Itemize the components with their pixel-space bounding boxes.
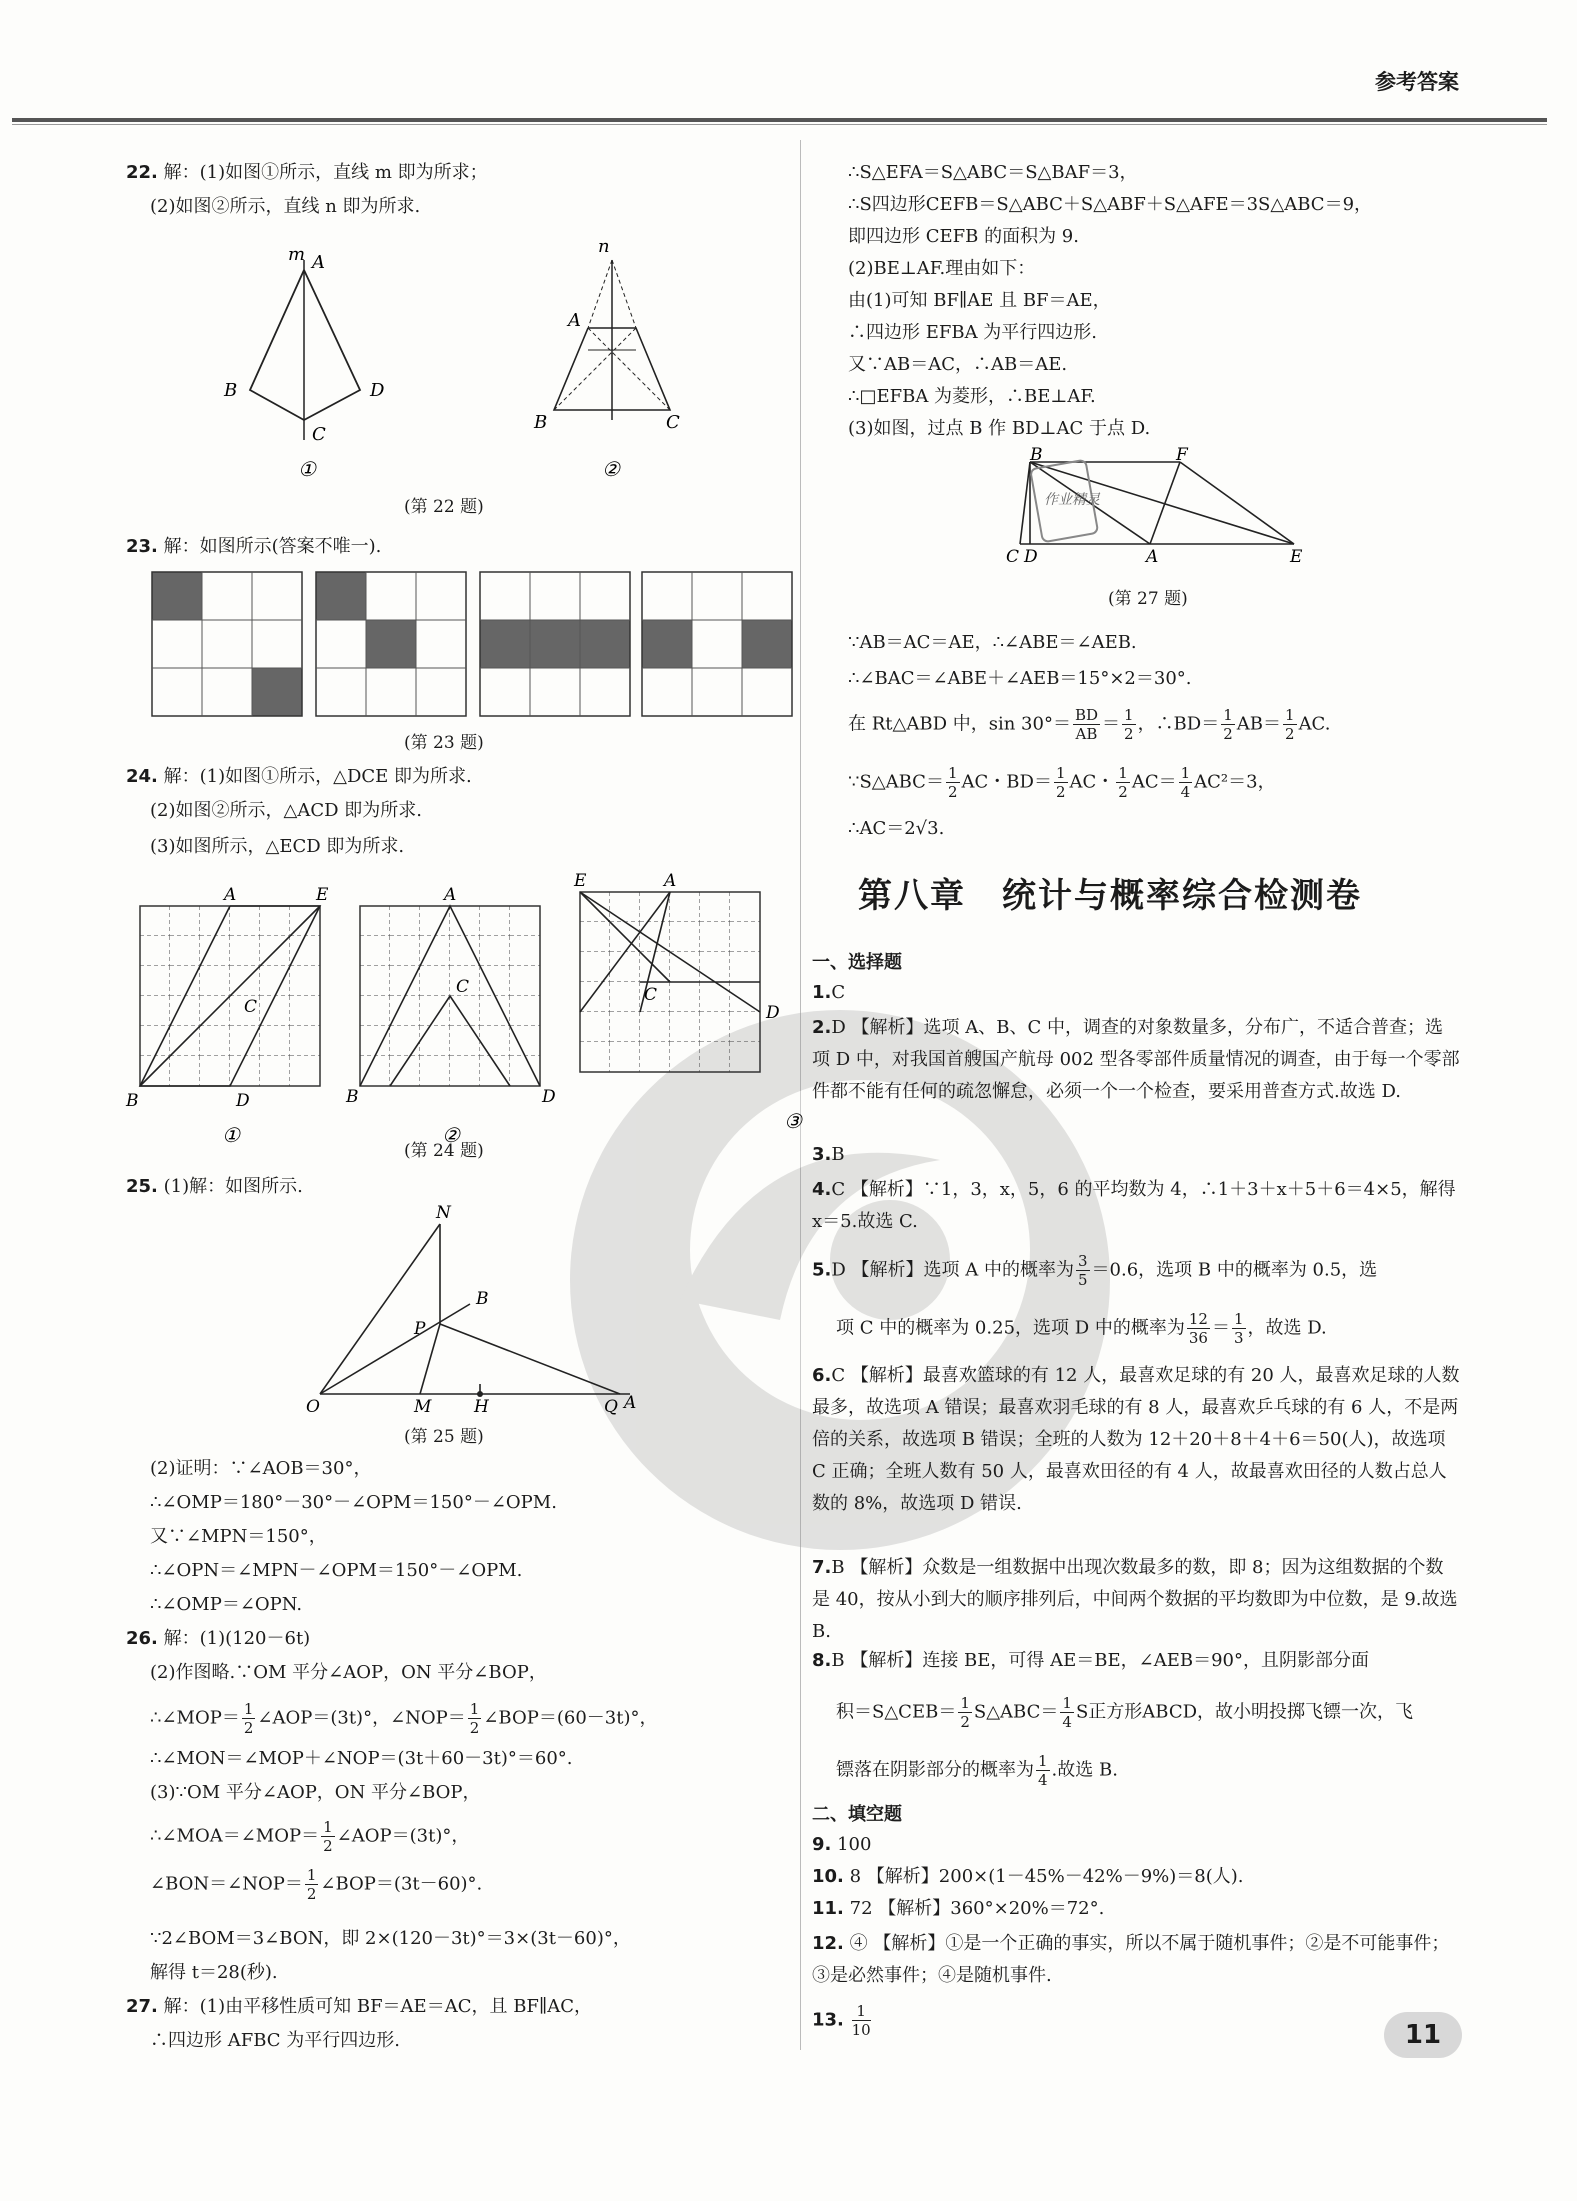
- q22-fig2-label-C: C: [666, 412, 680, 433]
- q25-proof-2: ∴∠OMP＝180°－30°－∠OPM＝150°－∠OPM.: [150, 1492, 557, 1513]
- q27-figure: [980, 445, 1320, 568]
- q22-figure: [200, 236, 740, 490]
- q24-caption: (第 24 题): [404, 1141, 484, 1161]
- q23-grids: [150, 570, 784, 720]
- q25-label-H: H: [474, 1397, 489, 1417]
- mc-2: 2.D 【解析】选项 A、B、C 中，调查的对象数量多，分布广，不适合普查；选项 D 中，对我国首艘国产航母 002 型各零部件质量情况的调查，由于每一个零部件都不能有任何的疏忽懈怠，必须一个一个检查，要采用普查方式.故选 D.: [812, 1017, 1460, 1102]
- q27-label-C: C: [1006, 547, 1020, 567]
- q27-cont-5: 由(1)可知 BF∥AE 且 BF＝AE，: [848, 290, 1111, 311]
- q27-line2: ∴四边形 AFBC 为平行四边形.: [150, 2030, 400, 2051]
- q25-label-P: P: [414, 1319, 426, 1339]
- q24-f3-D: D: [766, 1003, 780, 1023]
- q25-label-M: M: [414, 1397, 432, 1417]
- fill-11: 11. 72 【解析】360°×20%＝72°.: [812, 1898, 1105, 1919]
- chapter-title: 第八章 统计与概率综合检测卷: [858, 876, 1362, 916]
- q24-f2-C: C: [456, 977, 470, 997]
- mc-5-line2: 项 C 中的概率为 0.25，选项 D 中的概率为 $\frac{12}{36}$ ＝ $\frac{1}{3}$ ，故选 D.: [836, 1310, 1327, 1347]
- q24-f2-A: A: [444, 885, 457, 905]
- q26-line3: ∴∠MOP＝ $\frac{1}{2}$ ∠AOP＝(3t)°，∠NOP＝ $\frac{1}{2}$ ∠BOP＝(60－3t)°，: [150, 1700, 658, 1737]
- q24-fig1: ①: [222, 1123, 240, 1147]
- q22-fig1: ①: [298, 457, 316, 481]
- q23-line1: 23. 解：如图所示(答案不唯一).: [126, 536, 382, 557]
- page-number: 11: [1384, 2012, 1462, 2058]
- q25-proof-3: 又∵∠MPN＝150°，: [150, 1526, 327, 1547]
- q27-cont-8: ∴□EFBA 为菱形，∴BE⊥AF.: [848, 386, 1096, 407]
- q24-figures: [126, 871, 802, 1147]
- q25-proof-1: (2)证明：∵∠AOB＝30°，: [150, 1458, 372, 1479]
- q24-line3: (3)如图所示，△ECD 即为所求.: [150, 836, 405, 857]
- mc-8-line1: 8.B 【解析】连接 BE，可得 AE＝BE，∠AEB＝90°，且阴影部分面: [812, 1650, 1369, 1671]
- q26-line2: (2)作图略.∵OM 平分∠AOP，ON 平分∠BOP，: [150, 1662, 547, 1683]
- q23-caption: (第 23 题): [404, 733, 484, 753]
- q25-label-B: B: [476, 1289, 489, 1309]
- q22-label-D: D: [370, 380, 385, 401]
- q22-caption: (第 22 题): [404, 497, 484, 517]
- q23-grid-3: [480, 572, 630, 716]
- fill-12: 12. ④ 【解析】①是一个正确的事实，所以不属于随机事件；②是不可能事件；③是必然事件；④是随机事件.: [812, 1933, 1450, 1986]
- q27-label-F: F: [1176, 445, 1188, 465]
- q23-grid-2: [316, 572, 466, 716]
- mc-7: 7.B 【解析】众数是一组数据中出现次数最多的数，即 8；因为这组数据的个数是 40，按从小到大的顺序排列后，中间两个数据的平均数即为中位数，是 9.故选 B.: [812, 1557, 1458, 1642]
- section-fill: 二、填空题: [812, 1804, 902, 1825]
- q24-fig2: ②: [442, 1123, 460, 1147]
- q22-label-C: C: [312, 424, 326, 445]
- q22-label-B: B: [224, 380, 238, 401]
- header-rule-thin: [12, 124, 1547, 125]
- q24-f3-A: A: [664, 871, 677, 891]
- fill-13: 13. $\frac{1}{10}$: [812, 2002, 871, 2039]
- q27-stamp: 作业精灵: [1044, 492, 1100, 508]
- q22-fig2-label-A: A: [568, 310, 581, 331]
- q27-cont-1: ∴S△EFA＝S△ABC＝S△BAF＝3，: [848, 162, 1138, 183]
- q26-line8: ∵2∠BOM＝3∠BON，即 2×(120－3t)°＝3×(3t－60)°，: [150, 1928, 631, 1949]
- header-rule: [12, 118, 1547, 122]
- q27-label-D: D: [1024, 547, 1038, 567]
- q27-after-5: ∴AC＝2√3.: [848, 818, 945, 839]
- mc-5-line1: 5.D 【解析】选项 A 中的概率为 $\frac{3}{5}$ ＝0.6，选项 B 中的概率为 0.5，选: [812, 1252, 1378, 1289]
- q26-line9: 解得 t＝28(秒).: [150, 1962, 278, 1983]
- q24-f3-E: E: [574, 871, 587, 891]
- q25-caption: (第 25 题): [404, 1427, 484, 1447]
- q24-fig3: ③: [784, 1109, 802, 1133]
- q26-line5: (3)∵OM 平分∠AOP，ON 平分∠BOP，: [150, 1782, 481, 1803]
- q27-after-3: 在 Rt△ABD 中，sin 30°＝ $\frac{BD}{AB}$ ＝ $\frac{1}{2}$ ，∴BD＝ $\frac{1}{2}$ AB＝ $\frac{1}{2}$ AC.: [848, 706, 1331, 743]
- q23-grid-4: [642, 572, 792, 716]
- q25-label-N: N: [436, 1203, 451, 1223]
- q27-line1: 27. 解：(1)由平移性质可知 BF＝AE＝AC，且 BF∥AC，: [126, 1996, 592, 2017]
- q26-line7: ∠BON＝∠NOP＝ $\frac{1}{2}$ ∠BOP＝(3t－60)°.: [150, 1866, 483, 1903]
- q26-line6: ∴∠MOA＝∠MOP＝ $\frac{1}{2}$ ∠AOP＝(3t)°，: [150, 1818, 470, 1855]
- mc-3: 3.B: [812, 1144, 845, 1165]
- q24-line2: (2)如图②所示，△ACD 即为所求.: [150, 800, 422, 821]
- q27-label-E: E: [1290, 547, 1303, 567]
- mc-6: 6.C 【解析】最喜欢篮球的有 12 人，最喜欢足球的有 20 人，最喜欢足球的人数最多，故选项 A 错误；最喜欢羽毛球的有 8 人，最喜欢乒乓球的有 6 人，不是两倍的关系，故选项 B 错误；全班的人数为 12＋20＋8＋4＋6＝50(人)，故选项 C 正确；全班人数有 50 人，最喜欢田径的有 4 人，故最喜欢田径的人数占总人数的 8%，故选项 D 错误.: [812, 1365, 1460, 1514]
- q27-after-2: ∴∠BAC＝∠ABE＋∠AEB＝15°×2＝30°.: [848, 668, 1192, 689]
- q27-cont-9: (3)如图，过点 B 作 BD⊥AC 于点 D.: [848, 418, 1151, 439]
- q25-label-A: A: [624, 1393, 637, 1413]
- section-choice: 一、选择题: [812, 952, 902, 973]
- q26-line4: ∴∠MON＝∠MOP＋∠NOP＝(3t＋60－3t)°＝60°.: [150, 1748, 573, 1769]
- q23-grid-1: [152, 572, 302, 716]
- mc-8-line3: 镖落在阴影部分的概率为 $\frac{1}{4}$ .故选 B.: [836, 1752, 1118, 1789]
- q22-label-A: A: [312, 252, 325, 273]
- q22-line1: 22. 解：(1)如图①所示，直线 m 即为所求；: [126, 162, 488, 183]
- q24-line1: 24. 解：(1)如图①所示，△DCE 即为所求.: [126, 766, 472, 787]
- q24-f1-E: E: [316, 885, 329, 905]
- q27-after-1: ∵AB＝AC＝AE，∴∠ABE＝∠AEB.: [848, 632, 1137, 653]
- header-title: 参考答案: [1375, 70, 1459, 94]
- q25-label-Q: Q: [604, 1397, 618, 1417]
- q24-f2-B: B: [346, 1087, 359, 1107]
- q24-f1-C: C: [244, 997, 258, 1017]
- q22-fig2: ②: [602, 457, 620, 481]
- mc-1: 1.C: [812, 982, 846, 1003]
- q25-proof-4: ∴∠OPN＝∠MPN－∠OPM＝150°－∠OPM.: [150, 1560, 523, 1581]
- mc-8-line2: 积＝S△CEB＝ $\frac{1}{2}$ S△ABC＝ $\frac{1}{4}$ S正方形ABCD，故小明投掷飞镖一次，飞: [836, 1694, 1414, 1731]
- q27-cont-4: (2)BE⊥AF.理由如下：: [848, 258, 1036, 279]
- q27-cont-7: 又∵AB＝AC，∴AB＝AE.: [848, 354, 1068, 375]
- fill-10: 10. 8 【解析】200×(1－45%－42%－9%)＝8(人).: [812, 1866, 1244, 1887]
- q24-f1-B: B: [126, 1091, 139, 1111]
- q27-cont-3: 即四边形 CEFB 的面积为 9.: [848, 226, 1079, 247]
- q27-cont-6: ∴四边形 EFBA 为平行四边形.: [848, 322, 1098, 343]
- q27-after-4: ∵S△ABC＝ $\frac{1}{2}$ AC・BD＝ $\frac{1}{2}$ AC・ $\frac{1}{2}$ AC＝ $\frac{1}{4}$ AC²＝3，: [848, 764, 1276, 801]
- q22-label-m: m: [288, 244, 306, 265]
- q22-line2: (2)如图②所示，直线 n 即为所求.: [150, 196, 421, 217]
- mc-4: 4.C 【解析】∵1，3，x，5，6 的平均数为 4，∴1＋3＋x＋5＋6＝4×5，解得 x＝5.故选 C.: [812, 1179, 1456, 1232]
- q24-f2-D: D: [542, 1087, 556, 1107]
- q25-figure: [290, 1203, 650, 1417]
- q25-proof-5: ∴∠OMP＝∠OPN.: [150, 1594, 303, 1615]
- q25-label-O: O: [306, 1397, 320, 1417]
- q24-f1-A: A: [224, 885, 237, 905]
- q24-f3-C: C: [644, 985, 658, 1005]
- q25-line1: 25. (1)解：如图所示.: [126, 1176, 303, 1197]
- q27-cont-2: ∴S四边形CEFB＝S△ABC＋S△ABF＋S△AFE＝3S△ABC＝9，: [848, 194, 1373, 215]
- q24-f1-D: D: [236, 1091, 250, 1111]
- fill-9: 9. 100: [812, 1834, 872, 1855]
- q22-label-n: n: [598, 236, 610, 257]
- q22-fig2-label-B: B: [534, 412, 548, 433]
- q27-caption: (第 27 题): [1108, 589, 1188, 609]
- q27-label-A: A: [1146, 547, 1159, 567]
- q26-line1: 26. 解：(1)(120－6t): [126, 1628, 311, 1649]
- q27-label-B: B: [1030, 445, 1043, 465]
